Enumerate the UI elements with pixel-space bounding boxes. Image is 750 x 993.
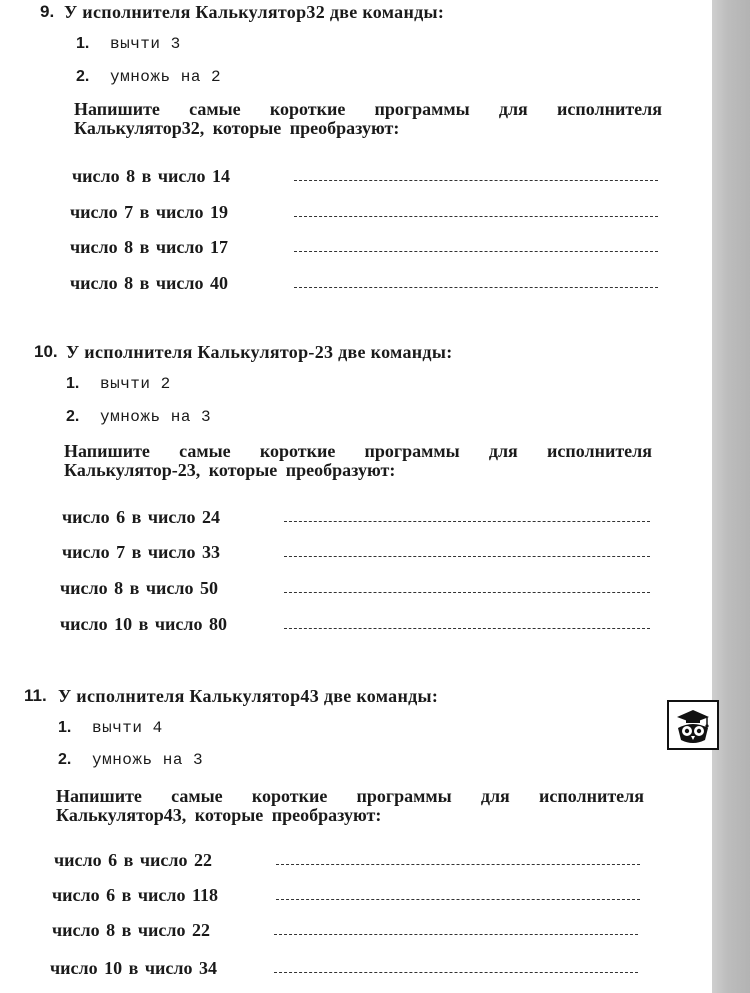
answer-field[interactable]	[284, 521, 650, 522]
answer-field[interactable]	[276, 864, 640, 865]
answer-field[interactable]	[284, 592, 650, 593]
row-label: число 6 в число 118	[52, 885, 218, 905]
row-label: число 8 в число 50	[60, 578, 218, 598]
answer-field[interactable]	[284, 628, 650, 629]
row-label: число 8 в число 40	[70, 273, 228, 293]
command-2: 2. умножь на 3	[58, 751, 204, 769]
row-label: число 7 в число 33	[62, 542, 220, 562]
answer-field[interactable]	[284, 556, 650, 557]
command-1: 1. вычти 4	[58, 719, 163, 737]
command-2: 2. умножь на 2	[76, 68, 222, 86]
command-2: 2. умножь на 3	[66, 408, 212, 426]
row-label: число 10 в число 80	[60, 614, 227, 634]
task-title: У исполнителя Калькулятор32 две команды:	[64, 2, 445, 22]
owl-graduate-icon-graphic	[669, 702, 717, 748]
command-text: умножь на 3	[92, 751, 204, 769]
answer-field[interactable]	[294, 180, 658, 181]
command-text: вычти 2	[100, 375, 171, 393]
row-label: число 8 в число 22	[52, 920, 210, 940]
row-label: число 7 в число 19	[70, 202, 228, 222]
answer-field[interactable]	[294, 251, 658, 252]
task-instruction: Напишите самые короткие программы для исполнителя Калькулятор32, которые преобразуют:	[74, 99, 662, 138]
row-label: число 6 в число 24	[62, 507, 220, 527]
row-label: число 8 в число 14	[72, 166, 230, 186]
answer-field[interactable]	[294, 287, 658, 288]
command-1: 1. вычти 2	[66, 375, 171, 393]
task-number: 9.	[40, 2, 55, 21]
answer-field[interactable]	[274, 972, 638, 973]
task-instruction: Напишите самые короткие программы для исполнителя Калькулятор43, которые преобразуют:	[56, 786, 644, 825]
task-number: 11.	[24, 686, 47, 705]
row-label: число 10 в число 34	[50, 958, 217, 978]
task-title: У исполнителя Калькулятор43 две команды:	[58, 686, 439, 706]
command-text: умножь на 3	[100, 408, 212, 426]
command-1: 1. вычти 3	[76, 35, 181, 53]
answer-field[interactable]	[274, 934, 638, 935]
row-label: число 6 в число 22	[54, 850, 212, 870]
command-text: вычти 3	[110, 35, 181, 53]
task-number: 10.	[34, 342, 58, 361]
answer-field[interactable]	[294, 216, 658, 217]
task-title: У исполнителя Калькулятор-23 две команды:	[66, 342, 453, 362]
row-label: число 8 в число 17	[70, 237, 228, 257]
task-instruction: Напишите самые короткие программы для исполнителя Калькулятор-23, которые преобразуют:	[64, 441, 652, 480]
answer-field[interactable]	[276, 899, 640, 900]
command-text: умножь на 2	[110, 68, 222, 86]
page-edge-shadow	[712, 0, 750, 993]
owl-graduate-icon	[667, 700, 719, 750]
command-text: вычти 4	[92, 719, 163, 737]
